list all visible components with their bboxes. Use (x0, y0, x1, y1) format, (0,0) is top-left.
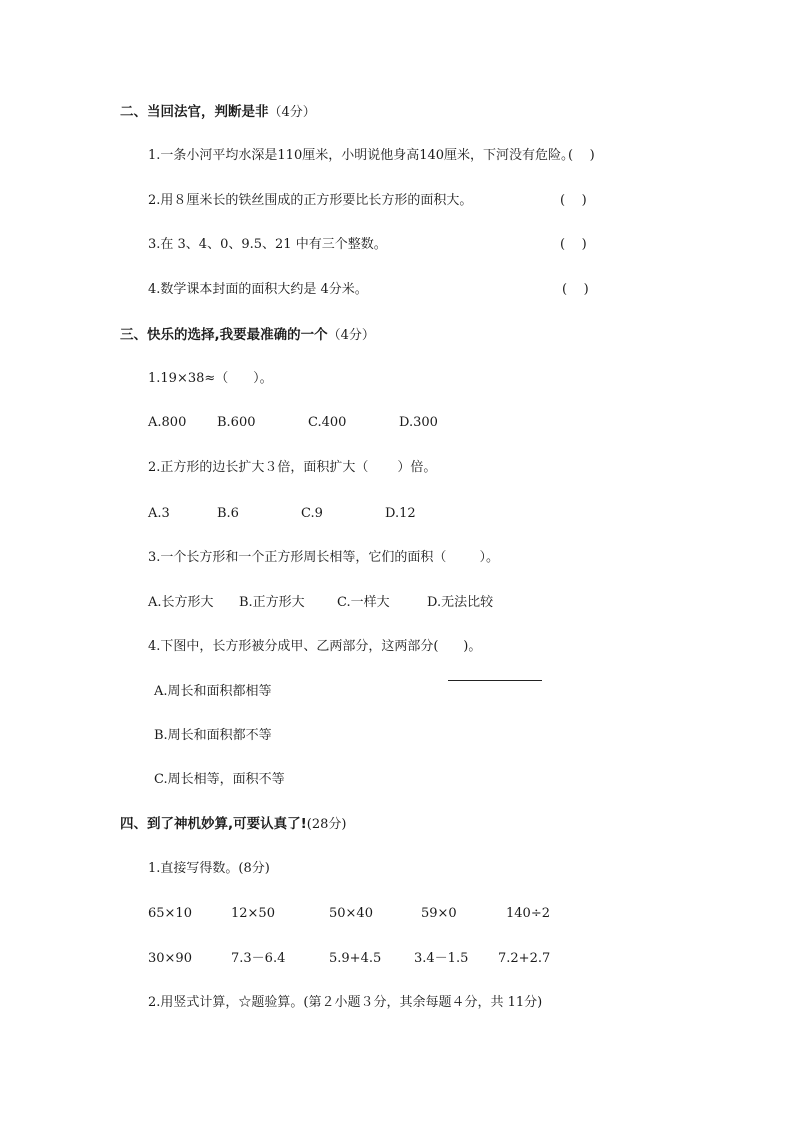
section-2-points: （4分） (268, 105, 316, 120)
section-3-heading (120, 327, 375, 344)
choice-q1-option-a[interactable]: A.800 (148, 415, 187, 430)
section-2-title: 二、当回法官，判断是非 (120, 104, 269, 120)
judge-blank-2[interactable]: ( ) (560, 193, 587, 208)
choice-q2-option-c[interactable]: C.9 (301, 506, 323, 521)
section-3-title: 三、快乐的选择,我要最准确的一个 (120, 327, 328, 343)
choice-q1-option-c[interactable]: C.400 (308, 415, 347, 430)
judge-item-2: 2.用８厘米长的铁丝围成的正方形要比长方形的面积大。 (148, 193, 473, 208)
section-4-heading (120, 816, 346, 833)
choice-q1-option-d[interactable]: D.300 (399, 415, 438, 430)
section-2-heading (120, 104, 316, 121)
section-4-title: 四、到了神机妙算,可要认真了! (120, 816, 307, 832)
choice-q2-option-d[interactable]: D.12 (385, 506, 416, 521)
choice-q3-option-a[interactable]: A.长方形大 (148, 595, 214, 610)
calc-item: 7.3－6.4 (231, 951, 286, 966)
choice-q2-option-a[interactable]: A.3 (148, 506, 170, 521)
judge-blank-3[interactable]: ( ) (560, 237, 587, 252)
calc-item: 65×10 (148, 906, 192, 921)
choice-q2-option-b[interactable]: B.6 (217, 506, 239, 521)
calc-item: 5.9+4.5 (329, 951, 382, 966)
section-3-points: （4分） (327, 328, 375, 343)
rectangle-figure-edge (448, 680, 542, 681)
vertical-calc-title: 2.用竖式计算，☆题验算。(第２小题３分，其余每题４分，共 11分) (148, 995, 543, 1010)
calc-item: 12×50 (231, 906, 275, 921)
choice-q3-option-c[interactable]: C.一样大 (337, 595, 390, 610)
calc-item: 50×40 (329, 906, 373, 921)
choice-q2-stem: 2.正方形的边长扩大３倍，面积扩大（ ）倍。 (148, 460, 437, 475)
choice-q3-option-d[interactable]: D.无法比较 (427, 595, 494, 610)
judge-blank-4[interactable]: ( ) (562, 282, 589, 297)
calc-item: 59×0 (421, 906, 457, 921)
judge-item-3: 3.在 3、4、0、9.5、21 中有三个整数。 (148, 237, 387, 252)
choice-q3-stem: 3.一个长方形和一个正方形周长相等，它们的面积（ ）。 (148, 550, 499, 565)
direct-calc-title: 1.直接写得数。(8分) (148, 861, 270, 876)
judge-blank-1[interactable]: ( ) (568, 148, 595, 163)
calc-item: 3.4－1.5 (414, 951, 469, 966)
choice-q4-option-a[interactable]: A.周长和面积都相等 (154, 684, 272, 699)
calc-item: 7.2+2.7 (498, 951, 551, 966)
calc-item: 140÷2 (506, 906, 550, 921)
choice-q4-stem: 4.下图中，长方形被分成甲、乙两部分，这两部分( )。 (148, 639, 482, 654)
choice-q1-option-b[interactable]: B.600 (217, 415, 256, 430)
judge-item-1: 1.一条小河平均水深是110厘米，小明说他身高140厘米，下河没有危险。 (148, 148, 575, 163)
choice-q4-option-c[interactable]: C.周长相等，面积不等 (154, 772, 285, 787)
judge-item-4: 4.数学课本封面的面积大约是 4分米。 (148, 282, 368, 297)
choice-q3-option-b[interactable]: B.正方形大 (239, 595, 305, 610)
choice-q4-option-b[interactable]: B.周长和面积都不等 (154, 728, 272, 743)
section-4-points: (28分) (306, 817, 347, 832)
choice-q1-stem: 1.19×38≈（ ）。 (148, 371, 273, 386)
calc-item: 30×90 (148, 951, 192, 966)
